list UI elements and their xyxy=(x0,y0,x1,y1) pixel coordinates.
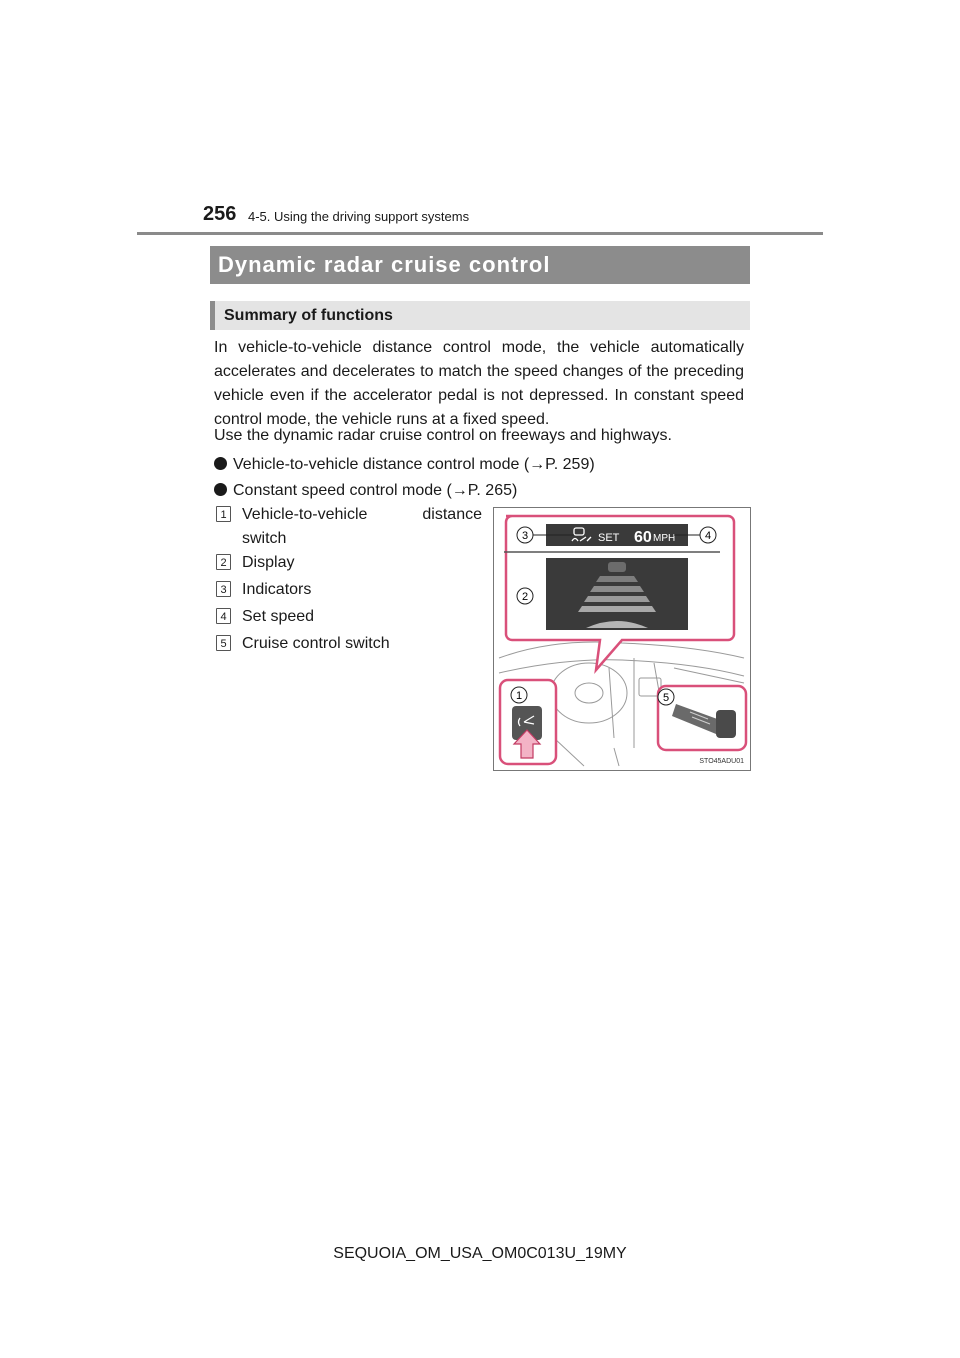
header-rule xyxy=(137,232,823,235)
display-speed-text: 60 xyxy=(634,529,652,546)
bullet-text: Vehicle-to-vehicle distance control mode (→P. 259) xyxy=(233,456,595,473)
legend-number: 4 xyxy=(216,608,231,624)
page-number: 256 xyxy=(203,203,237,225)
legend-number: 2 xyxy=(216,554,231,570)
callout-4-label: 4 xyxy=(704,530,712,542)
intro-paragraph: In vehicle-to-vehicle distance control mode, the vehicle automatically accelerates and decelerates to match the speed changes of the preceding vehicle even if the accelerator pedal is not depressed. In constant speed control mode, the vehicle runs at a fixed speed. xyxy=(214,339,744,428)
bullet-text: Constant speed control mode (→P. 265) xyxy=(233,482,518,499)
legend-number: 3 xyxy=(216,581,231,597)
legend-text: Cruise control switch xyxy=(242,635,390,652)
bullet-item xyxy=(214,456,595,474)
subsection-title: Summary of functions xyxy=(210,301,750,330)
figure-code: STO45ADU01 xyxy=(699,758,744,765)
callout-3-label: 3 xyxy=(521,530,529,542)
footer-doc-id: SEQUOIA_OM_USA_OM0C013U_19MY xyxy=(333,1245,627,1262)
legend-text: Set speed xyxy=(242,608,315,625)
display-unit-text: MPH xyxy=(653,533,676,544)
bullet-dot-icon xyxy=(214,457,227,470)
display-set-text: SET xyxy=(598,532,620,544)
figure-illustration xyxy=(494,508,750,770)
section-title: Dynamic radar cruise control xyxy=(210,246,750,284)
callout-2-label: 2 xyxy=(521,591,529,603)
callout-1-label: 1 xyxy=(515,690,523,702)
steering-wheel-icon xyxy=(551,663,627,723)
preceding-vehicle-icon xyxy=(608,562,626,572)
legend-number: 1 xyxy=(216,506,231,522)
legend-number: 5 xyxy=(216,635,231,651)
usage-note: Use the dynamic radar cruise control on freeways and highways. xyxy=(214,427,672,444)
bullet-dot-icon xyxy=(214,483,227,496)
legend-text: Display xyxy=(242,554,295,571)
legend-text: Vehicle-to-vehicle distance xyxy=(242,506,482,523)
callout-5-label: 5 xyxy=(662,692,670,704)
legend-text: Indicators xyxy=(242,581,312,598)
legend-text-continued: switch xyxy=(242,530,287,547)
chapter-title: 4-5. Using the driving support systems xyxy=(248,209,470,224)
bullet-item xyxy=(214,482,517,500)
cruise-control-figure xyxy=(493,507,751,771)
